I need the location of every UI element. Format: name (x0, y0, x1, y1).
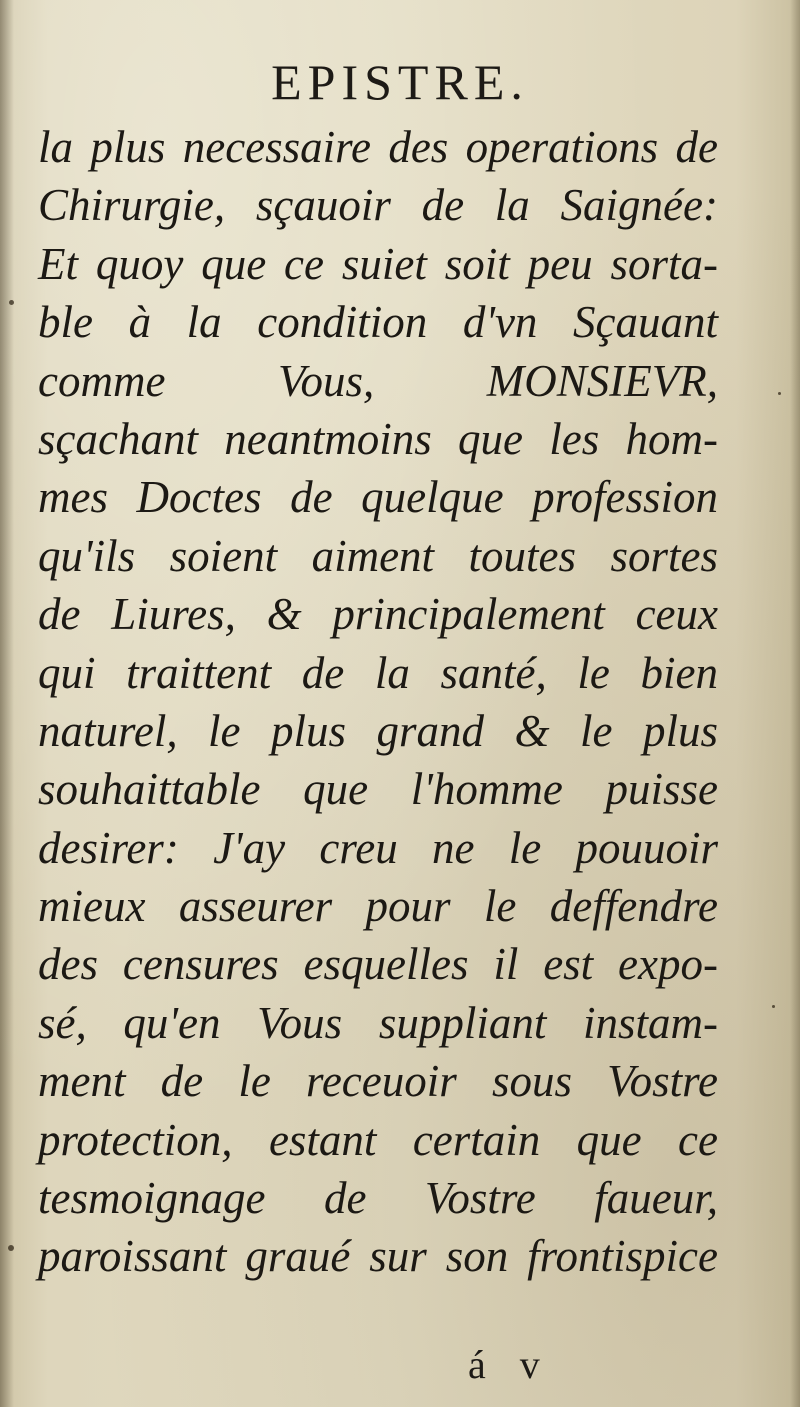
text-line: qu'ils soient aiment toutes sortes (38, 530, 718, 581)
text-line: de Liures, & principalement ceux (38, 589, 718, 640)
text-line: Et quoy que ce suiet soit peu sorta- (38, 238, 718, 289)
paper-speck (778, 392, 781, 395)
text-line: la plus necessaire des operations de (38, 122, 718, 172)
page-edge-shadow (790, 0, 800, 1407)
text-line: mieux asseurer pour le deffendre (38, 881, 718, 932)
text-line: paroissant graué sur son frontispice (38, 1231, 718, 1282)
running-head: EPISTRE. (271, 54, 529, 110)
text-line: comme Vous, MONSIEVR, (38, 355, 718, 406)
text-line: naturel, le plus grand & le plus (38, 705, 718, 756)
text-line: protection, estant certain que ce (38, 1114, 718, 1165)
paper-speck (772, 1005, 775, 1008)
text-line: des censures esquelles il est expo- (38, 939, 718, 990)
text-line: Chirurgie, sçauoir de la Saignée: (38, 180, 718, 231)
text-line: sçachant neantmoins que les hom- (38, 413, 718, 464)
text-line: mes Doctes de quelque profession (38, 472, 718, 523)
text-line: ment de le receuoir sous Vostre (38, 1056, 718, 1107)
text-line: ble à la condition d'vn Sçauant (38, 297, 718, 348)
page-binding-shadow (0, 0, 14, 1407)
text-line: tesmoignage de Vostre faueur, (38, 1173, 718, 1224)
text-line: sé, qu'en Vous suppliant instam- (38, 997, 718, 1048)
catchword: á v (468, 1342, 552, 1387)
paper-speck (8, 1245, 14, 1251)
paper-speck (9, 300, 14, 305)
text-line: souhaittable que l'homme puisse (38, 764, 718, 815)
body-text (38, 118, 718, 1286)
text-line: desirer: J'ay creu ne le pouuoir (38, 822, 718, 873)
text-line: qui traittent de la santé, le bien (38, 647, 718, 698)
